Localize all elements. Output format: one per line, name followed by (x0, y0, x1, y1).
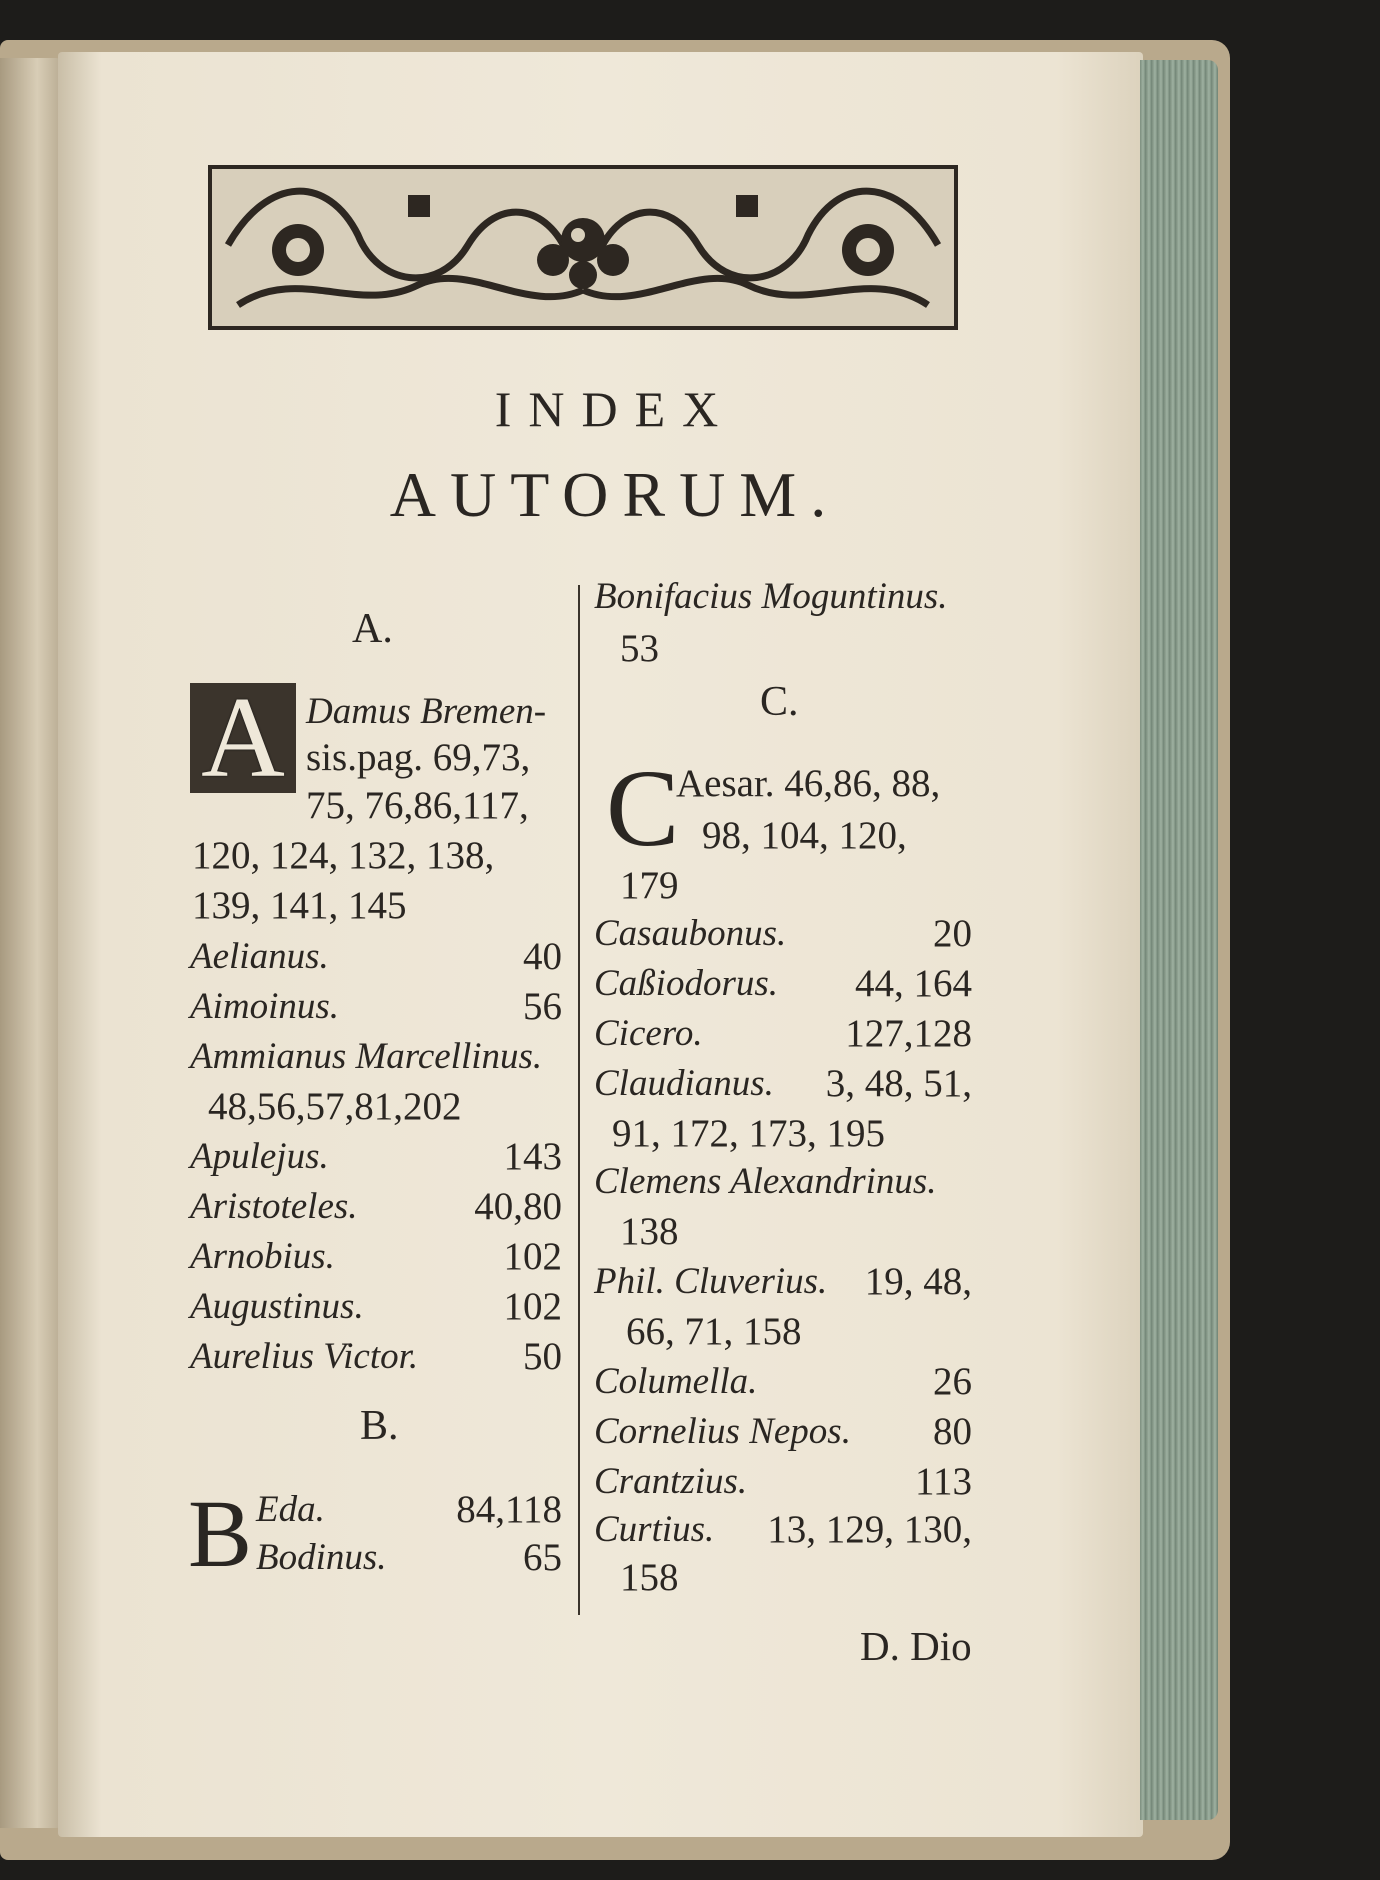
entry-name: Aristoteles. (190, 1186, 358, 1227)
section-heading-c: C. (760, 679, 799, 725)
entry-pages: 26 (933, 1360, 972, 1403)
drop-cap-a: A (190, 683, 296, 793)
entry-line: 98, 104, 120, (702, 814, 907, 857)
entry-line: 75, 76,86,117, (306, 784, 529, 827)
title-autorum: AUTORUM. (389, 459, 841, 530)
entry-name: Augustinus. (190, 1286, 364, 1327)
entry-pages: 158 (620, 1556, 679, 1599)
entry-pages: 127,128 (845, 1012, 972, 1055)
entry-pages: 44, 164 (855, 962, 972, 1005)
entry-pages: 13, 129, 130, (767, 1508, 972, 1551)
entry-name: Bodinus. (256, 1537, 387, 1578)
title-index: INDEX (494, 381, 736, 437)
entry-line: Damus Bremen- (306, 691, 547, 732)
entry-line: Aesar. 46,86, 88, (676, 762, 941, 805)
entry-pages: 40,80 (474, 1185, 562, 1228)
ornament-headpiece (208, 165, 958, 330)
entry-pages: 40 (523, 935, 562, 978)
entry-pages: 91, 172, 173, 195 (612, 1112, 885, 1155)
entry-name: Aurelius Victor. (190, 1336, 419, 1377)
entry-pages: 102 (503, 1235, 562, 1278)
entry-name: Curtius. (594, 1509, 715, 1550)
page-edges (1140, 60, 1218, 1820)
catchword: D. Dio (860, 1623, 972, 1669)
entry-pages: 113 (914, 1460, 972, 1503)
entry-pages: 84,118 (456, 1488, 562, 1531)
entry-pages: 20 (933, 912, 972, 955)
entry-line: sis.pag. 69,73, (306, 736, 531, 779)
drop-cap-c: C (606, 747, 680, 869)
drop-cap-b: B (188, 1480, 253, 1587)
entry-name: Arnobius. (190, 1236, 335, 1277)
entry-name: Phil. Cluverius. (594, 1261, 828, 1302)
entry-name: Cicero. (594, 1013, 703, 1054)
entry-pages: 50 (523, 1335, 562, 1378)
entry-line: 179 (620, 864, 679, 907)
entry-name: Claudianus. (594, 1063, 774, 1104)
entry-name: Columella. (594, 1361, 758, 1402)
entry-pages: 80 (933, 1410, 972, 1453)
entry-line: 120, 124, 132, 138, (192, 834, 495, 877)
entry-name: Bonifacius Moguntinus. (594, 576, 948, 617)
entry-pages: 138 (620, 1210, 679, 1253)
entry-pages: 3, 48, 51, (825, 1062, 972, 1105)
entry-name: Clemens Alexandrinus. (594, 1161, 937, 1202)
entry-name: Aimoinus. (190, 986, 340, 1027)
entry-pages: 19, 48, (864, 1260, 972, 1303)
entry-name: Crantzius. (594, 1461, 748, 1502)
entry-pages: 143 (503, 1135, 562, 1178)
left-page-edge (0, 58, 62, 1828)
column-divider (578, 585, 580, 1615)
entry-line: 139, 141, 145 (192, 884, 407, 927)
entry-name: Aelianus. (190, 936, 329, 977)
section-heading-b: B. (360, 1403, 399, 1449)
entry-pages: 53 (620, 627, 659, 670)
entry-pages: 48,56,57,81,202 (208, 1085, 462, 1128)
entry-name: Cornelius Nepos. (594, 1411, 851, 1452)
entry-pages: 102 (503, 1285, 562, 1328)
entry-name: Ammianus Marcellinus. (190, 1036, 543, 1077)
entry-name: Eda. (256, 1489, 325, 1530)
entry-pages: 65 (523, 1536, 562, 1579)
section-heading-a: A. (352, 606, 393, 652)
entry-name: Caßiodorus. (594, 963, 779, 1004)
entry-pages: 56 (523, 985, 562, 1028)
entry-name: Apulejus. (190, 1136, 329, 1177)
entry-name: Casaubonus. (594, 913, 787, 954)
entry-pages: 66, 71, 158 (626, 1310, 802, 1353)
